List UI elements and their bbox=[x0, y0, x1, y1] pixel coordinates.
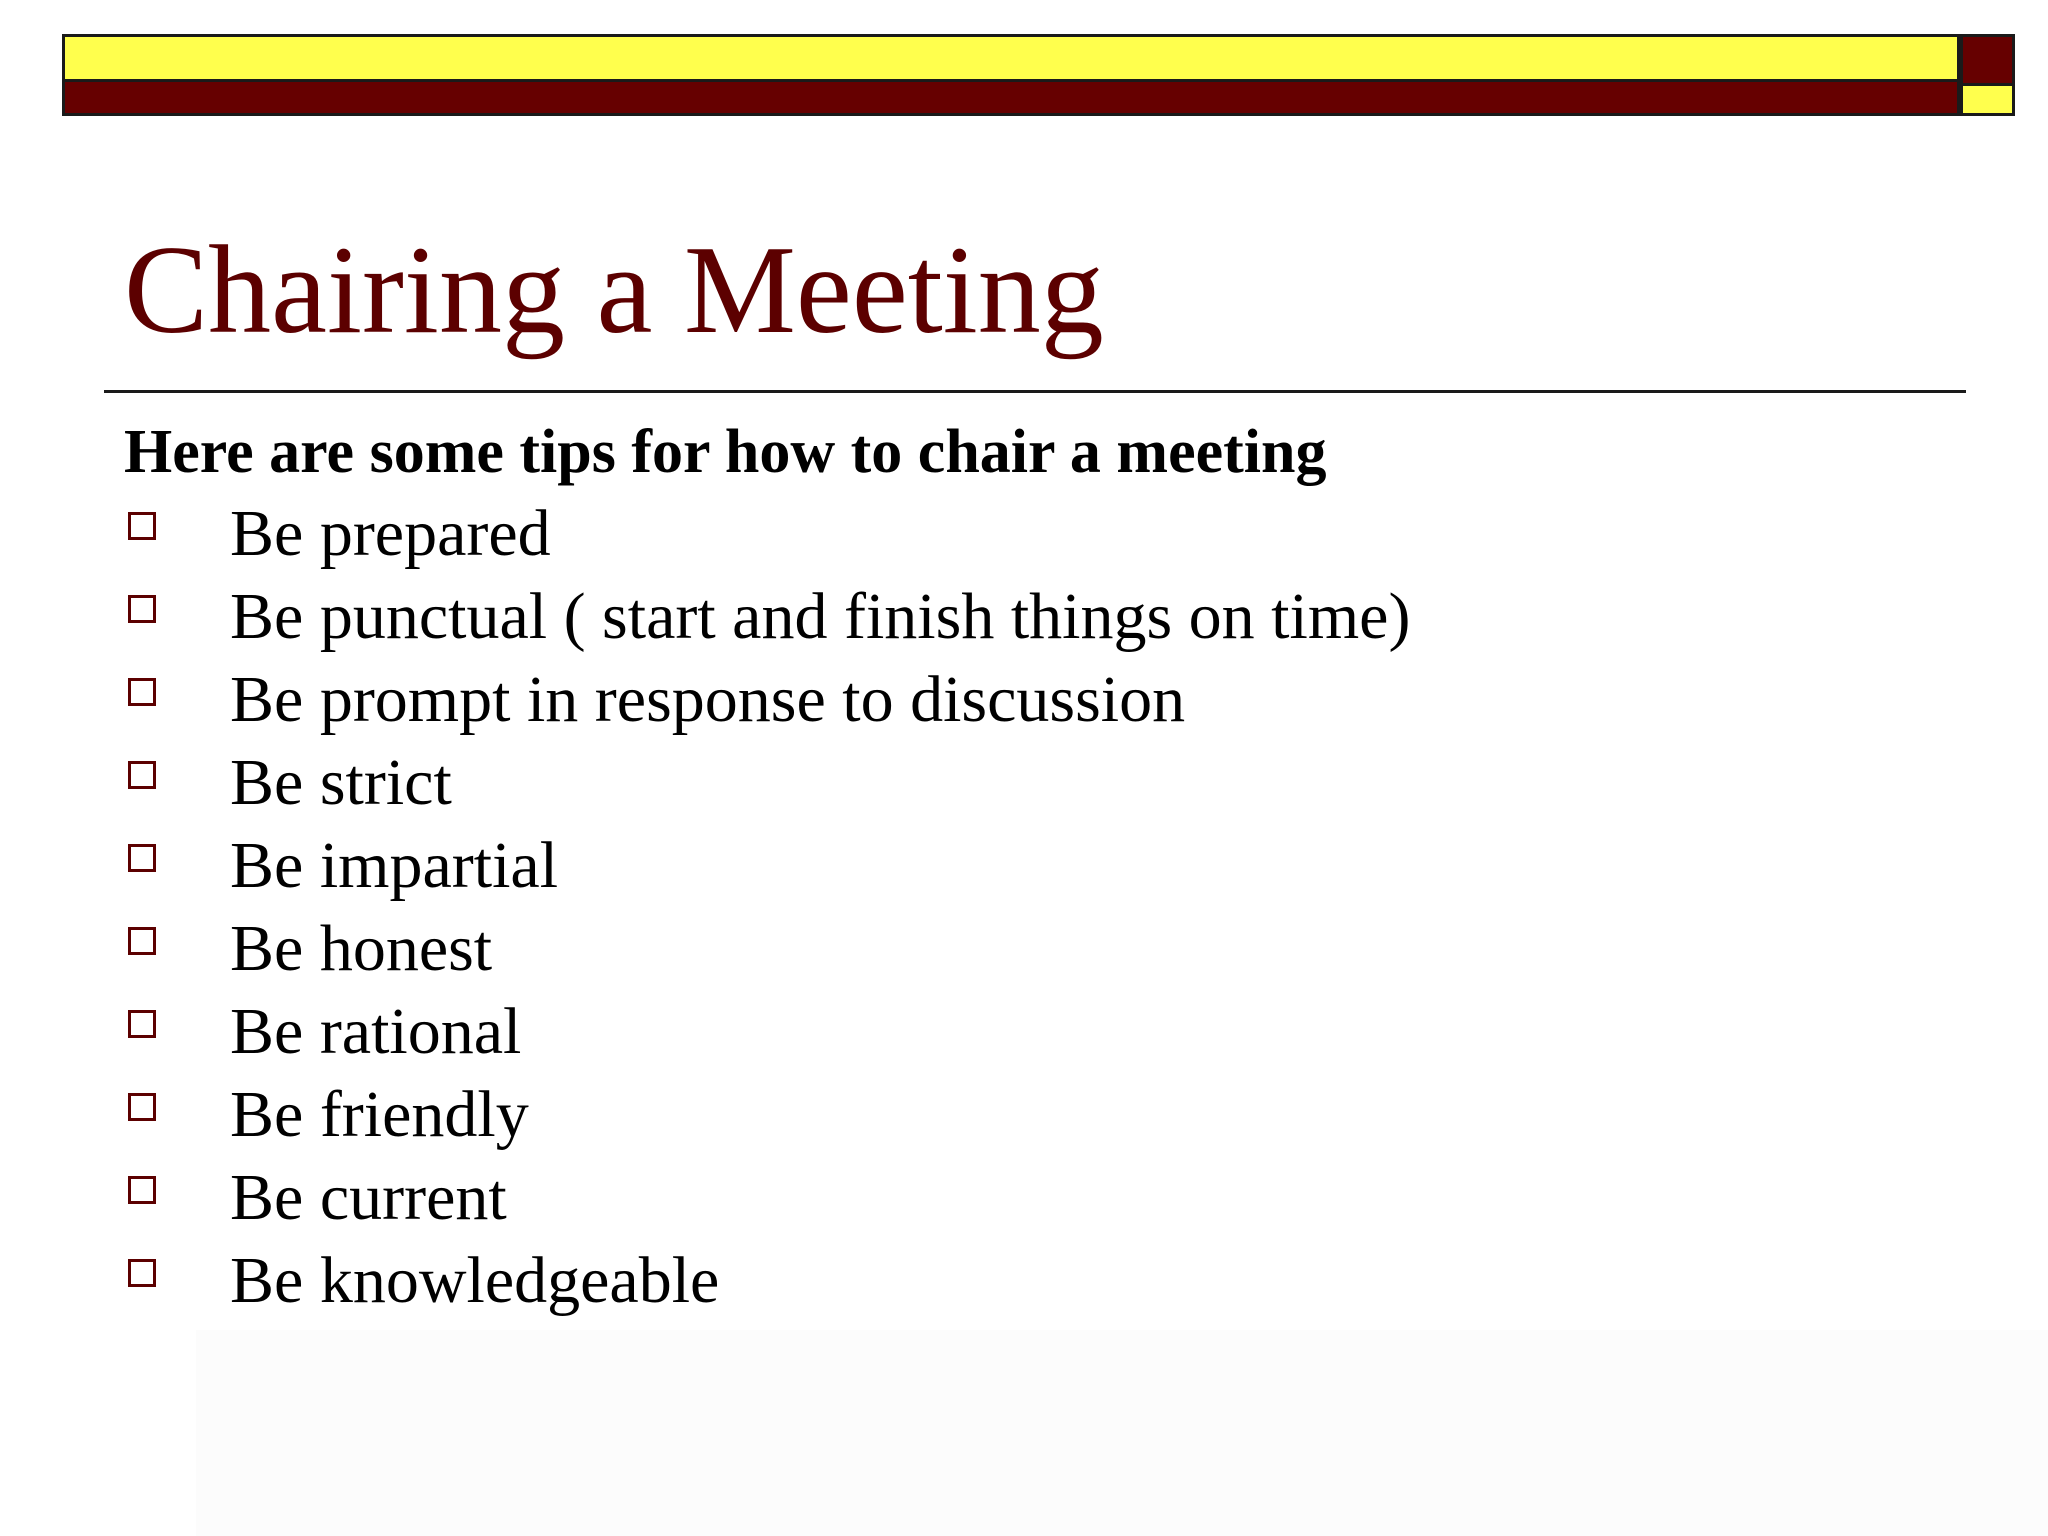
square-bullet-icon bbox=[128, 1259, 156, 1287]
banner-red-stripe bbox=[62, 82, 1960, 116]
tip-text: Be punctual ( start and finish things on time) bbox=[230, 580, 1411, 653]
square-bullet-icon bbox=[128, 512, 156, 540]
square-bullet-icon bbox=[128, 1093, 156, 1121]
tip-text: Be strict bbox=[230, 746, 452, 819]
square-bullet-icon bbox=[128, 761, 156, 789]
background-panel bbox=[196, 1330, 2048, 1536]
intro-text: Here are some tips for how to chair a meeting bbox=[124, 418, 1327, 486]
square-bullet-icon bbox=[128, 927, 156, 955]
square-bullet-icon bbox=[128, 1176, 156, 1204]
square-bullet-icon bbox=[128, 595, 156, 623]
slide-title: Chairing a Meeting bbox=[124, 221, 1104, 360]
tip-text: Be friendly bbox=[230, 1078, 529, 1151]
tip-text: Be prompt in response to discussion bbox=[230, 663, 1186, 736]
square-bullet-icon bbox=[128, 678, 156, 706]
banner-corner-yellow-square bbox=[1960, 86, 2015, 116]
tip-text: Be current bbox=[230, 1161, 507, 1234]
tip-text: Be impartial bbox=[230, 829, 559, 902]
header-banner bbox=[62, 34, 2015, 116]
tip-text: Be rational bbox=[230, 995, 522, 1068]
tip-text: Be knowledgeable bbox=[230, 1244, 720, 1317]
square-bullet-icon bbox=[128, 844, 156, 872]
tip-text: Be prepared bbox=[230, 497, 551, 570]
square-bullet-icon bbox=[128, 1010, 156, 1038]
banner-yellow-stripe bbox=[62, 34, 1960, 82]
title-divider bbox=[104, 390, 1966, 393]
banner-corner-red-square bbox=[1960, 34, 2015, 86]
tip-text: Be honest bbox=[230, 912, 493, 985]
